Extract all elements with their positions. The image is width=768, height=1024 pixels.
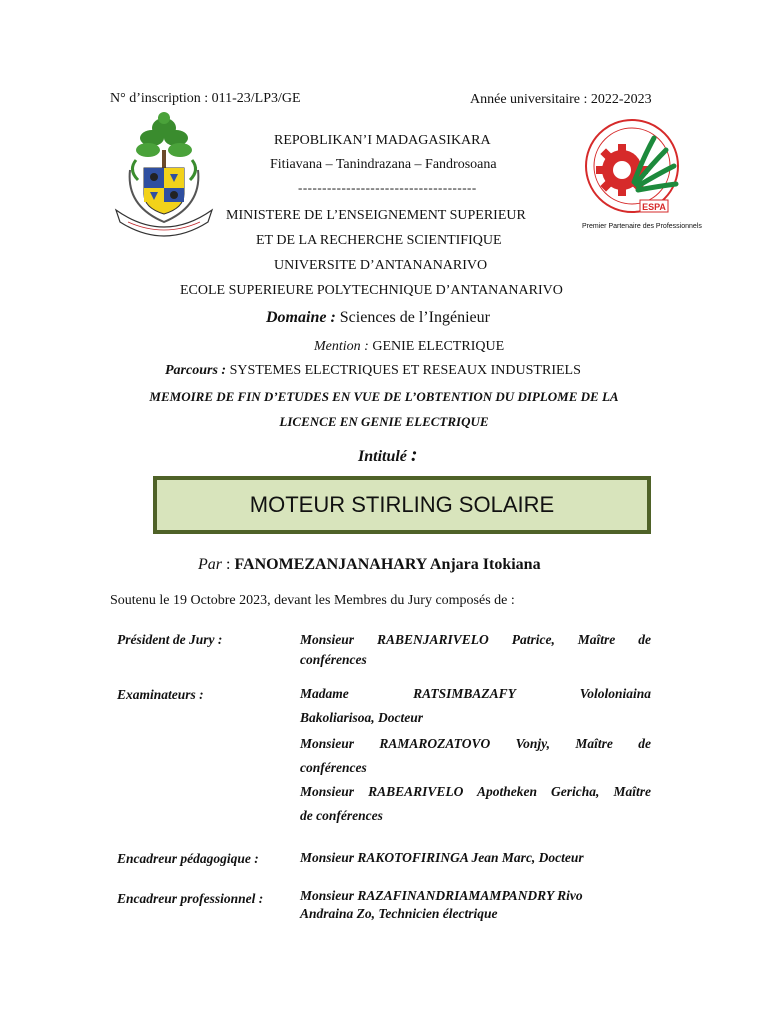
examinateurs-label: Examinateurs : bbox=[117, 687, 204, 702]
espa-gear-logo-icon bbox=[578, 116, 690, 236]
republic-name: REPOBLIKAN’I MADAGASIKARA bbox=[274, 133, 491, 148]
par-label: Par bbox=[198, 556, 222, 573]
president-label: Président de Jury : bbox=[117, 632, 223, 647]
ministry-line-2: ET DE LA RECHERCHE SCIENTIFIQUE bbox=[256, 233, 502, 248]
academic-year: Année universitaire : 2022-2023 bbox=[470, 92, 652, 107]
school-name: ECOLE SUPERIEURE POLYTECHNIQUE D’ANTANANARIVO bbox=[180, 283, 563, 298]
president-value bbox=[300, 628, 651, 668]
espa-tagline: Premier Partenaire des Professionnels bbox=[582, 223, 702, 230]
pedagogique-label: Encadreur pédagogique : bbox=[117, 851, 259, 866]
professionnel-line-2: Andraina Zo, Technicien électrique bbox=[300, 906, 498, 921]
examinateur-1-line-2: Bakoliarisoa, Docteur bbox=[300, 710, 424, 725]
examinateur-3-line-2: de conférences bbox=[300, 808, 383, 823]
madagascar-coat-of-arms-icon bbox=[108, 110, 220, 238]
national-motto: Fitiavana – Tanindrazana – Fandrosoana bbox=[270, 157, 497, 172]
university-name: UNIVERSITE D’ANTANANARIVO bbox=[274, 258, 488, 273]
inscription-number: N° d’inscription : 011-23/LP3/GE bbox=[110, 91, 301, 106]
professionnel-line-1: Monsieur RAZAFINANDRIAMAMPANDRY Rivo bbox=[300, 888, 583, 903]
par-separator: : bbox=[222, 556, 235, 573]
separator-line: ------------------------------------- bbox=[298, 180, 477, 195]
svg-text:ESPA: ESPA bbox=[642, 202, 666, 212]
president-line-2: conférences bbox=[300, 652, 367, 667]
author-name: FANOMEZANJANAHARY Anjara Itokiana bbox=[234, 556, 541, 573]
parcours-label: Parcours : bbox=[165, 363, 227, 378]
domaine-label: Domaine : bbox=[266, 309, 336, 326]
memoire-line-1: MEMOIRE DE FIN D’ETUDES EN VUE DE L’OBTENTION DU DIPLOME DE LA bbox=[149, 389, 619, 404]
defense-statement: Soutenu le 19 Octobre 2023, devant les Membres du Jury composés de : bbox=[110, 593, 515, 608]
examinateur-1-line-1: Madame RATSIMBAZAFY Vololoniaina bbox=[300, 686, 651, 701]
intitule-label: Intitulé bbox=[358, 448, 407, 465]
memoire-line-2: LICENCE EN GENIE ELECTRIQUE bbox=[279, 414, 489, 429]
author-line bbox=[198, 556, 541, 574]
intitule-heading bbox=[358, 444, 418, 467]
mention-value: GENIE ELECTRIQUE bbox=[372, 339, 505, 354]
pedagogique-value: Monsieur RAKOTOFIRINGA Jean Marc, Docteur bbox=[300, 850, 584, 865]
professionnel-label: Encadreur professionnel : bbox=[117, 891, 264, 906]
examinateur-2-line-2: conférences bbox=[300, 760, 367, 775]
ministry-line-1: MINISTERE DE L’ENSEIGNEMENT SUPERIEUR bbox=[226, 208, 526, 223]
mention-line bbox=[314, 339, 504, 355]
domaine-value: Sciences de l’Ingénieur bbox=[339, 309, 490, 326]
president-line-1: Monsieur RABENJARIVELO Patrice, Maître de bbox=[300, 632, 651, 647]
parcours-line bbox=[165, 363, 581, 379]
intitule-colon: : bbox=[410, 444, 418, 466]
domaine-line bbox=[266, 309, 490, 327]
examinateurs-list bbox=[300, 682, 651, 828]
examinateur-2-line-1: Monsieur RAMAROZATOVO Vonjy, Maître de bbox=[300, 736, 651, 751]
examinateur-3-line-1: Monsieur RABEARIVELO Apotheken Gericha, Maître bbox=[300, 784, 651, 799]
mention-label: Mention : bbox=[314, 339, 369, 354]
thesis-title-box bbox=[153, 476, 651, 534]
thesis-title: MOTEUR STIRLING SOLAIRE bbox=[249, 492, 555, 517]
professionnel-value bbox=[300, 887, 651, 923]
parcours-value: SYSTEMES ELECTRIQUES ET RESEAUX INDUSTRIELS bbox=[229, 363, 581, 378]
